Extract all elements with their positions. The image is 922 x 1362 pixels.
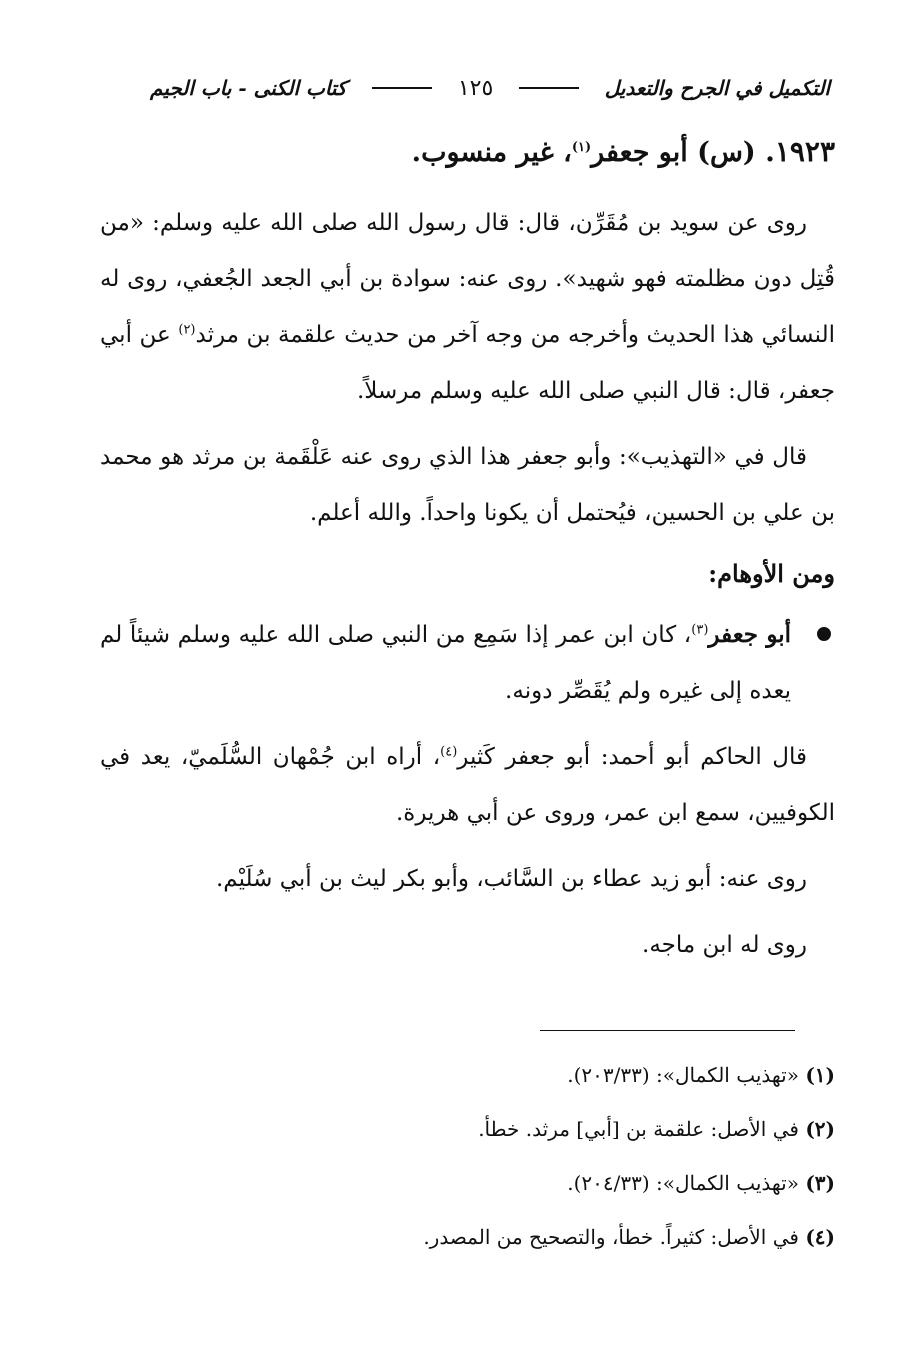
footnote-4-text: في الأصل: كثيراً. خطأ، والتصحيح من المصدر. (423, 1225, 806, 1249)
awham-heading: ومن الأوهام: (708, 559, 835, 588)
footnote-4 (100, 1210, 835, 1264)
awham-bullet-item (100, 607, 835, 719)
entry-heading (100, 130, 835, 175)
bullet-text: ، كان ابن عمر إذا سَمِع من النبي صلى الله عليه وسلم شيئاً لم يعده إلى غيره ولم يُقَصِّر دونه. (100, 622, 791, 704)
footnote-4-number: (٤) (805, 1225, 835, 1249)
paragraph-5: روى له ابن ماجه. (642, 932, 807, 958)
paragraph-3-text-a: قال الحاكم أبو أحمد: أبو جعفر كَثير (457, 744, 808, 770)
entry-description: ، غير منسوب. (411, 137, 572, 168)
paragraph-3-text-b: ، أراه ابن جُمْهان السُّلَميّ، يعد في الكوفيين، سمع ابن عمر، وروى عن أبي هريرة. (100, 744, 835, 826)
footnote-3-number: (٣) (805, 1171, 835, 1195)
footnote-1-number: (١) (805, 1063, 835, 1087)
footnotes (100, 1048, 835, 1264)
paragraph-1 (100, 195, 835, 419)
footnote-3-text: «تهذيب الكمال»: (٢٠٤/٣٣). (567, 1171, 806, 1195)
entry-symbol: (س) (697, 137, 756, 168)
bullet-name: أبو جعفر (708, 621, 791, 648)
footnote-ref-1[interactable]: (١) (571, 140, 592, 155)
footnote-1-text: «تهذيب الكمال»: (٢٠٣/٣٣). (567, 1063, 806, 1087)
header-dash-right (519, 87, 579, 89)
paragraph-3 (100, 729, 835, 841)
header-section-title: كتاب الكنى - باب الجيم (150, 76, 347, 100)
running-header (150, 70, 830, 106)
footnote-2-text: في الأصل: علقمة بن [أبي] مرثد. خطأ. (478, 1117, 806, 1141)
header-book-title: التكميل في الجرح والتعديل (604, 76, 830, 100)
footnote-ref-2[interactable]: (٢) (178, 322, 196, 338)
header-dash-left (372, 87, 432, 89)
bullet-dot-icon (817, 627, 831, 641)
footnote-2 (100, 1102, 835, 1156)
footnote-ref-3[interactable]: (٣) (691, 622, 709, 638)
paragraph-1-text-a: روى عن سويد بن مُقَرِّن، قال: قال رسول الله صلى الله عليه وسلم: «من قُتِل دون مظلمته فهو شهيد». روى عنه: سوادة بن أبي الجعد الجُعفي، روى له النسائي هذا الحديث وأخرجه من وجه آخر من حديث علقمة بن مرثد (100, 210, 835, 348)
footnote-separator (540, 1030, 795, 1031)
header-page-number: ١٢٥ (457, 75, 494, 101)
paragraph-2: قال في «التهذيب»: وأبو جعفر هذا الذي روى عنه عَلْقَمة بن مرثد هو محمد بن علي بن الحسين، فيُحتمل أن يكونا واحداً. والله أعلم. (100, 444, 835, 526)
main-text (100, 130, 835, 983)
entry-number: ١٩٢٣. (765, 135, 835, 168)
footnote-1 (100, 1048, 835, 1102)
footnote-3 (100, 1156, 835, 1210)
entry-name: أبو جعفر (591, 137, 688, 168)
footnote-2-number: (٢) (805, 1117, 835, 1141)
paragraph-1-text-b: عن أبي جعفر، قال: قال النبي صلى الله عليه وسلم مرسلاً. (100, 322, 835, 404)
footnote-ref-4[interactable]: (٤) (440, 744, 458, 760)
paragraph-4: روى عنه: أبو زيد عطاء بن السَّائب، وأبو بكر ليث بن أبي سُلَيْم. (215, 866, 807, 892)
